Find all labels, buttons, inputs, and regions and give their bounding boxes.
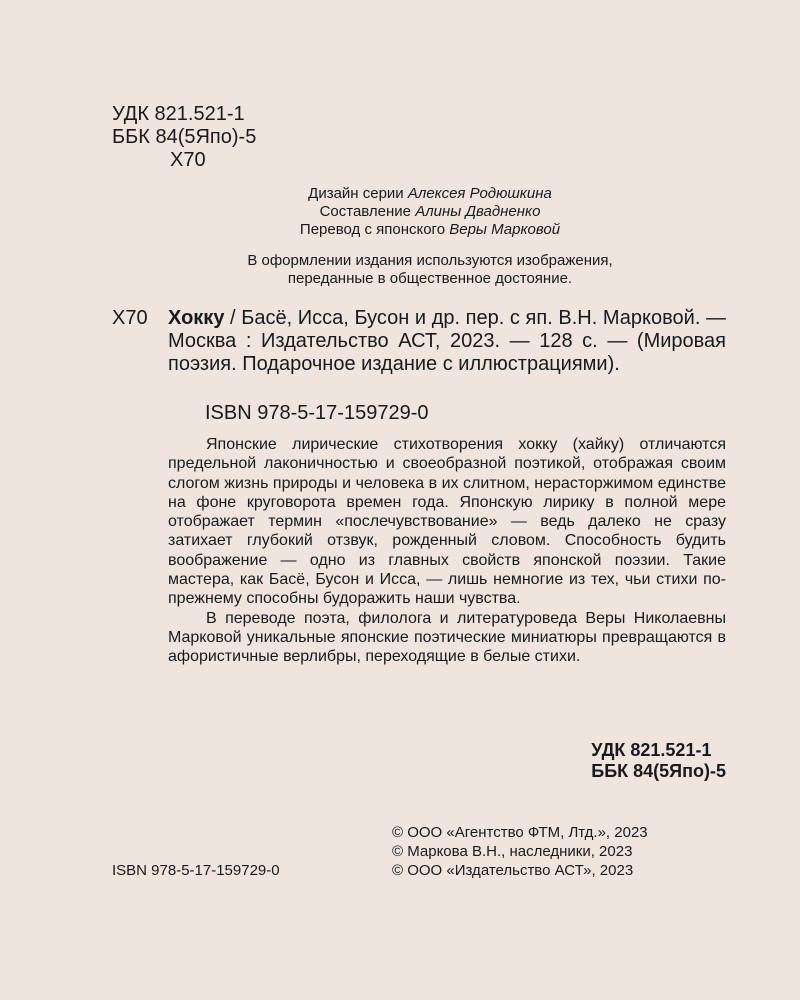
udk-code: УДК 821.521-1 xyxy=(112,103,245,125)
copyright-line: © Маркова В.Н., наследники, 2023 xyxy=(392,843,633,860)
biblio-description: / Басё, Исса, Бусон и др. пер. с яп. В.Н. Марковой. — Москва : Издательство АСТ, 2023. — 128 с. — (Мировая поэзия. Подарочное издание с иллюстрациями). xyxy=(168,307,726,375)
credit-design: Дизайн серии Алексея Родюшкина xyxy=(308,185,552,202)
isbn-main: ISBN 978-5-17-159729-0 xyxy=(205,402,429,424)
book-title: Хокку xyxy=(168,307,225,329)
udk-code-bottom: УДК 821.521-1 xyxy=(591,740,712,760)
annotation-paragraph-1: Японские лирические стихотворения хокку (хайку) отличаются предельной лаконичностью и своеобразной поэтикой, отображая своим слогом жизнь природы и человека в их слитном, нерасторжимом единстве на фоне круговорота времен года. Японскую лирику в полной мере отображает термин «послечувствование» — ведь далеко не сразу затихает глубокий отзвук, рожденный словом. Способность будить воображение — одно из главных свойств японской поэзии. Такие мастера, как Басё, Бусон и Исса, — лишь немногие из тех, чьи стихи по-прежнему способны будоражить наши чувства. xyxy=(168,436,726,608)
biblio-author-mark: Х70 xyxy=(112,307,148,329)
bibliographic-record xyxy=(168,307,726,376)
copyright-block xyxy=(392,823,648,880)
bbk-code: ББК 84(5Япо)-5 xyxy=(112,126,257,148)
isbn-bottom: ISBN 978-5-17-159729-0 xyxy=(112,862,280,879)
credits-block xyxy=(180,185,680,239)
credit-translation: Перевод с японского Веры Марковой xyxy=(299,221,561,238)
credit-compiled: Составление Алины Двадненко xyxy=(319,203,541,220)
copyright-line: © ООО «Агентство ФТМ, Лтд.», 2023 xyxy=(392,824,648,841)
annotation xyxy=(168,435,726,667)
annotation-paragraph-2: В переводе поэта, филолога и литературоведа Веры Николаевны Марковой уникальные японские поэтические миниатюры превращаются в афористичные верлибры, переходящие в белые стихи. xyxy=(168,609,726,666)
copyright-line: © ООО «Издательство АСТ», 2023 xyxy=(392,862,634,879)
image-notice: В оформлении издания используются изображения, переданные в общественное достояние. xyxy=(247,252,613,287)
udk-block-bottom xyxy=(591,740,726,782)
udk-block-top xyxy=(112,103,256,172)
author-mark: Х70 xyxy=(170,149,206,171)
bbk-code-bottom: ББК 84(5Япо)-5 xyxy=(591,761,726,781)
